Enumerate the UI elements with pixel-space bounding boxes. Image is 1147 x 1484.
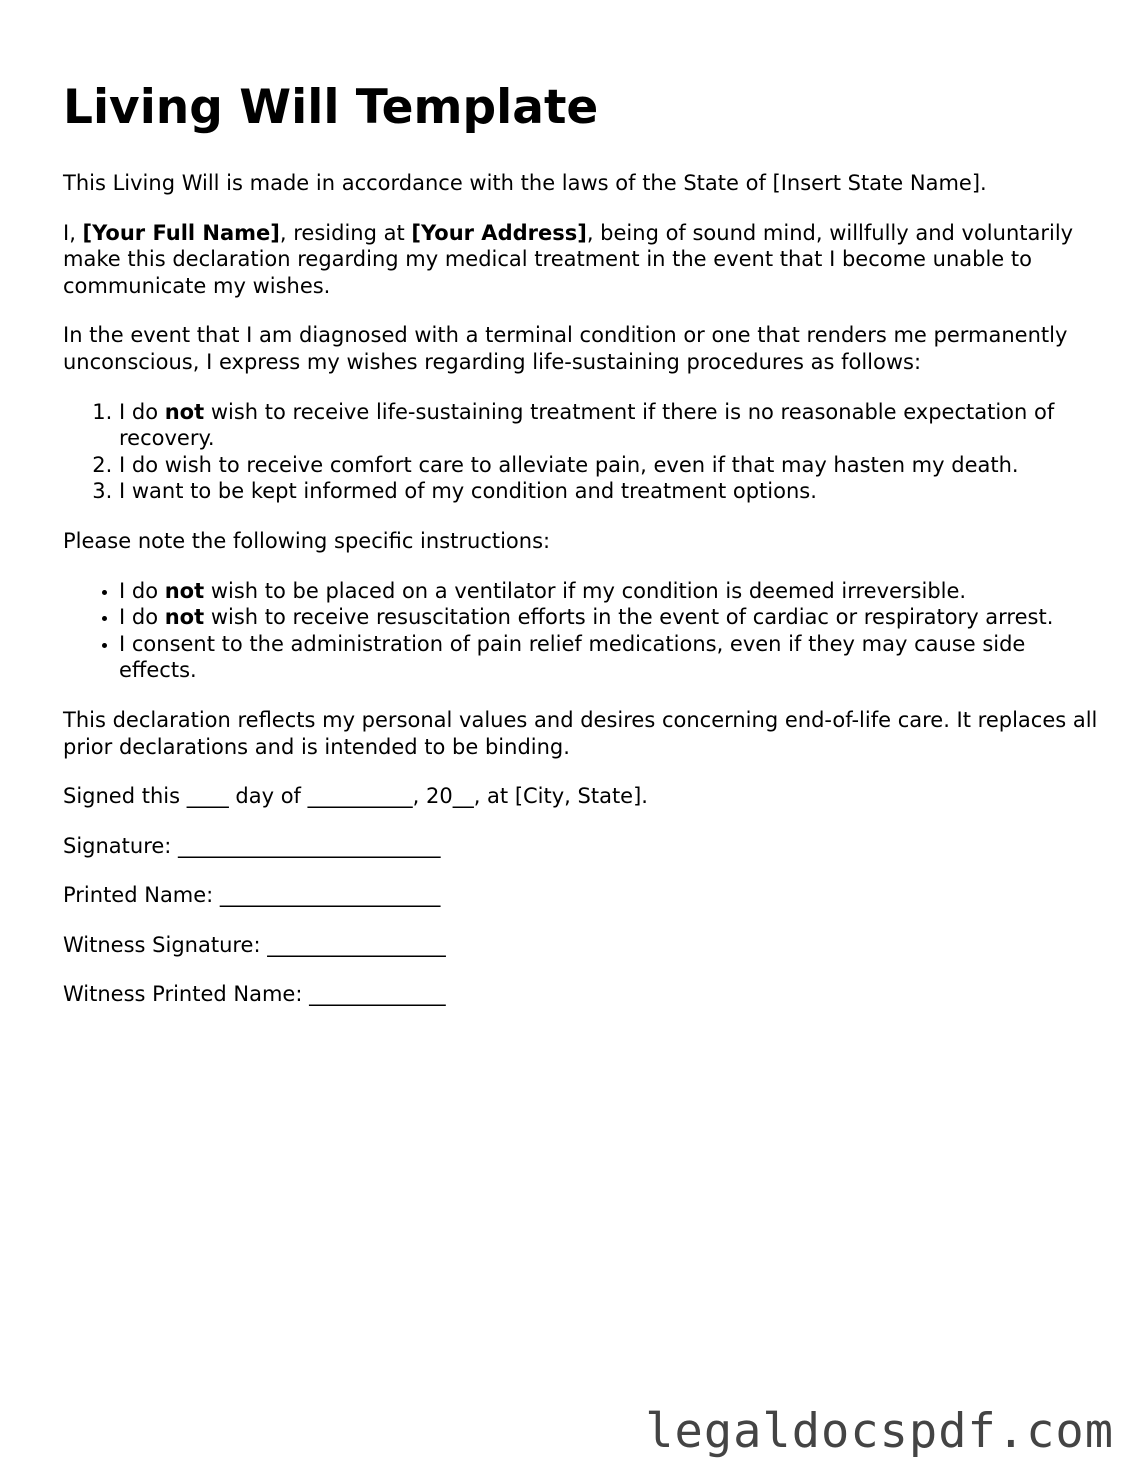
signature-block (63, 783, 1098, 1008)
wishes-list (63, 399, 1098, 505)
page-title: Living Will Template (63, 80, 599, 135)
list-item (119, 631, 1098, 684)
wish-text: I do wish to receive comfort care to alleviate pain, even if that may hasten my death. (119, 452, 1019, 477)
instructions-intro: Please note the following specific instructions: (63, 528, 551, 553)
instruction-emphasis: not (164, 578, 205, 603)
wish-emphasis: not (164, 399, 205, 424)
instruction-emphasis: not (164, 605, 205, 630)
instruction-text: I do (119, 605, 165, 630)
instructions-list (63, 578, 1098, 684)
name-placeholder: [Your Full Name] (82, 220, 280, 245)
list-item (119, 478, 1098, 505)
address-placeholder: [Your Address] (411, 220, 587, 245)
wish-text: wish to receive life-sustaining treatment if there is no reasonable expectation of recovery. (119, 399, 1055, 451)
intro-paragraph: This Living Will is made in accordance with the laws of the State of [Insert State Name]. (63, 171, 987, 195)
signature-line: Signature: _________________________ (63, 833, 441, 858)
witness-signature-line: Witness Signature: _________________ (63, 932, 446, 957)
list-item (119, 578, 1098, 605)
watermark: legaldocspdf.com (645, 1404, 1114, 1459)
instruction-text: I do (119, 578, 165, 603)
condition-paragraph: In the event that I am diagnosed with a terminal condition or one that renders me permanently unconscious, I express my wishes regarding life-sustaining procedures as follows: (63, 323, 1068, 374)
printed-name-line: Printed Name: _____________________ (63, 883, 441, 908)
wish-text: I want to be kept informed of my condition and treatment options. (119, 479, 817, 504)
list-item (119, 452, 1098, 479)
declaration-text-2: , residing at (279, 220, 412, 245)
instruction-text: wish to be placed on a ventilator if my condition is deemed irreversible. (204, 578, 967, 603)
declaration-text-3: , being of sound mind, willfully and voluntarily make this declaration regarding my medical treatment in the event that I become unable to communicate my wishes. (63, 220, 1074, 298)
list-item (119, 604, 1098, 631)
document-content (63, 80, 1098, 1031)
instruction-text: I consent to the administration of pain relief medications, even if they may cause side effects. (119, 631, 1026, 683)
declaration-paragraph (63, 220, 1098, 300)
wish-text: I do (119, 399, 165, 424)
witness-printed-name-line: Witness Printed Name: _____________ (63, 982, 446, 1007)
closing-paragraph: This declaration reflects my personal values and desires concerning end-of-life care. It replaces all prior declarations and is intended to be binding. (63, 707, 1098, 759)
list-item (119, 399, 1098, 452)
instruction-text: wish to receive resuscitation efforts in the event of cardiac or respiratory arrest. (204, 605, 1054, 630)
declaration-text-1: I, (63, 220, 83, 245)
signed-date-line: Signed this ____ day of __________, 20__, at [City, State]. (63, 784, 648, 809)
